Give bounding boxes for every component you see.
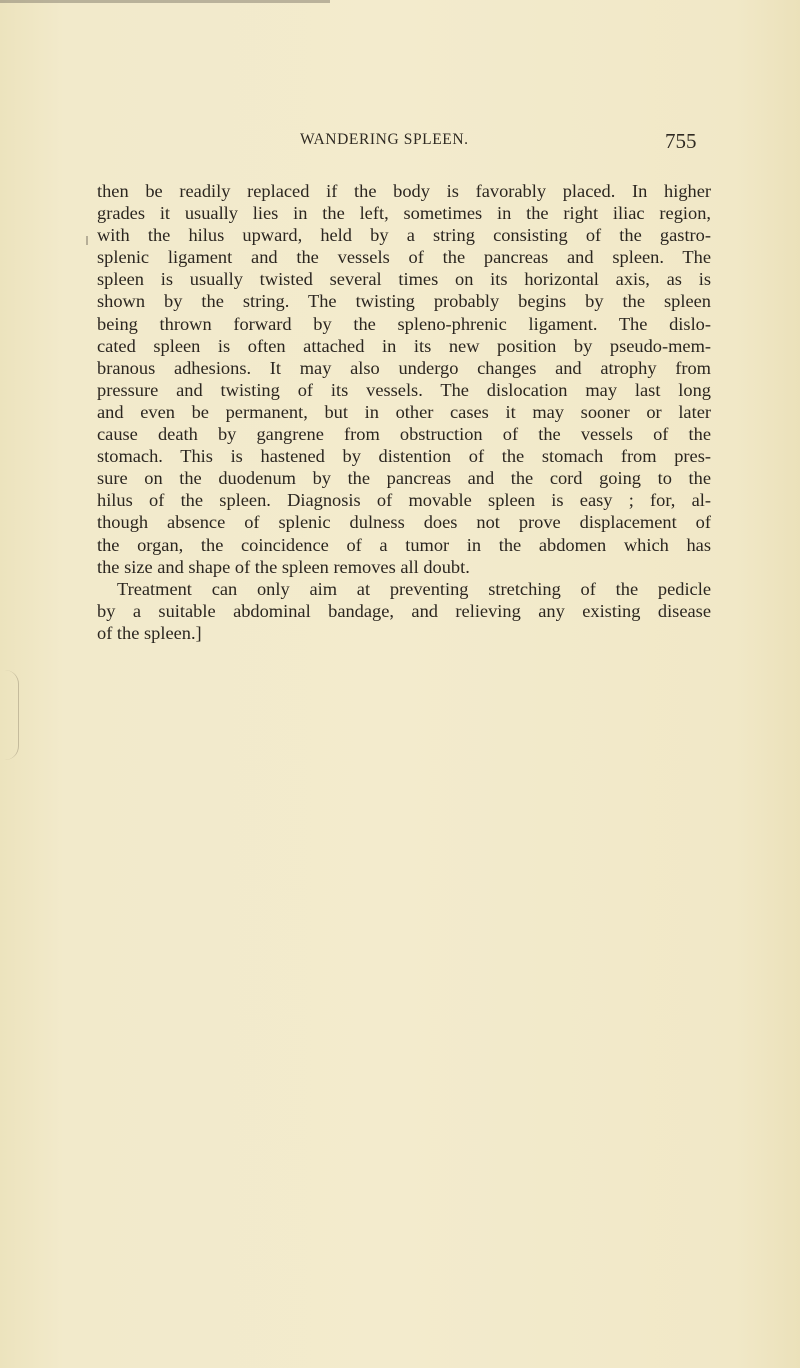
text-line: the size and shape of the spleen removes all doubt. bbox=[97, 556, 470, 577]
text-line: pressure and twisting of its vessels. The dislocation may last long bbox=[97, 379, 711, 400]
text-line: sure on the duodenum by the pancreas and the cord going to the bbox=[97, 468, 711, 489]
text-line: cated spleen is often attached in its new position by pseudo-mem- bbox=[97, 335, 711, 356]
text-line: branous adhesions. It may also undergo changes and atrophy from bbox=[97, 357, 711, 378]
page-number: 755 bbox=[665, 129, 697, 153]
text-line: stomach. This is hastened by distention of the stomach from pres- bbox=[97, 446, 711, 467]
text-line: then be readily replaced if the body is favorably placed. In higher bbox=[97, 181, 711, 201]
text-line: spleen is usually twisted several times on its horizontal axis, as is bbox=[97, 269, 711, 290]
running-title: WANDERING SPLEEN. bbox=[300, 131, 469, 148]
text-line: splenic ligament and the vessels of the pancreas and spleen. The bbox=[97, 247, 711, 268]
text-line: cause death by gangrene from obstruction of the vessels of the bbox=[97, 424, 711, 445]
text-line: being thrown forward by the spleno-phrenic ligament. The dislo- bbox=[97, 313, 711, 334]
margin-mark bbox=[86, 236, 88, 245]
text-line: grades it usually lies in the left, sometimes in the right iliac region, bbox=[97, 203, 711, 224]
text-line: of the spleen.] bbox=[97, 622, 202, 643]
text-line: by a suitable abdominal bandage, and relieving any existing disease bbox=[97, 600, 711, 621]
text-line: the organ, the coincidence of a tumor in the abdomen which has bbox=[97, 534, 711, 555]
body-text bbox=[97, 180, 711, 644]
text-line: hilus of the spleen. Diagnosis of movable spleen is easy ; for, al- bbox=[97, 490, 711, 511]
running-head bbox=[0, 131, 800, 157]
text-line: with the hilus upward, held by a string consisting of the gastro- bbox=[97, 225, 711, 246]
text-line: shown by the string. The twisting probably begins by the spleen bbox=[97, 291, 711, 312]
page-fold-mark bbox=[0, 670, 19, 760]
text-line: though absence of splenic dulness does not prove displacement of bbox=[97, 512, 711, 533]
text-line: and even be permanent, but in other cases it may sooner or later bbox=[97, 401, 711, 422]
text-line: Treatment can only aim at preventing stretching of the pedicle bbox=[117, 578, 711, 599]
page-edge-rule bbox=[0, 0, 330, 3]
